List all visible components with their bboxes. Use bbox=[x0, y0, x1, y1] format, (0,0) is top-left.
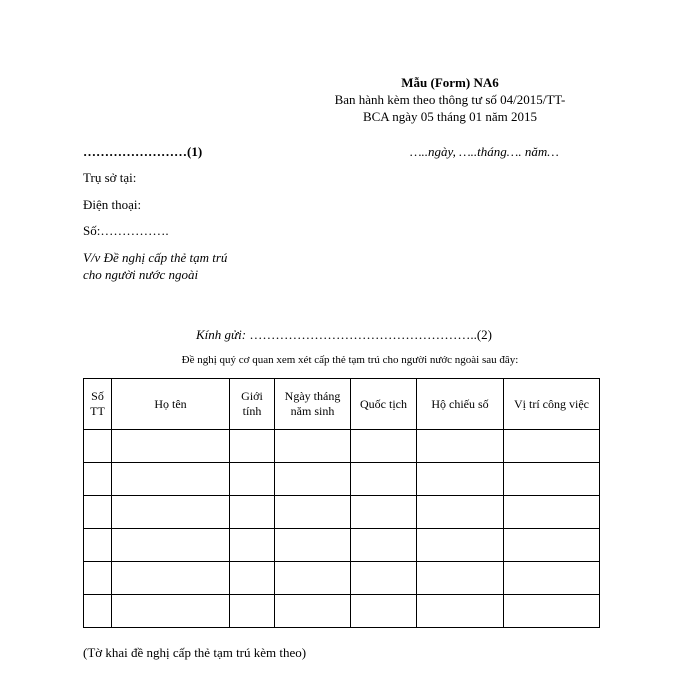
foreigner-table bbox=[83, 378, 600, 628]
subject-line-2: cho người nước ngoài bbox=[83, 267, 199, 282]
table-row bbox=[84, 529, 600, 562]
column-header bbox=[351, 379, 417, 430]
column-header bbox=[417, 379, 504, 430]
recipient-line bbox=[196, 327, 492, 343]
table-cell[interactable] bbox=[351, 595, 417, 628]
table-cell[interactable] bbox=[417, 529, 504, 562]
column-header-line: Ngày tháng bbox=[284, 389, 341, 403]
phone-label: Điện thoại: bbox=[83, 197, 142, 212]
recipient-dots: ……………………………………………..(2) bbox=[249, 327, 492, 342]
table-cell[interactable] bbox=[275, 463, 351, 496]
table-cell[interactable] bbox=[112, 595, 230, 628]
table-cell[interactable] bbox=[351, 430, 417, 463]
table-cell[interactable] bbox=[230, 529, 275, 562]
form-code: Mẫu (Form) NA6 bbox=[401, 75, 499, 90]
column-header bbox=[84, 379, 112, 430]
footer-note: (Tờ khai đề nghị cấp thẻ tạm trú kèm theo) bbox=[83, 645, 307, 660]
table-cell[interactable] bbox=[230, 430, 275, 463]
table-row bbox=[84, 595, 600, 628]
table-cell[interactable] bbox=[84, 463, 112, 496]
table-cell[interactable] bbox=[230, 595, 275, 628]
table-cell[interactable] bbox=[417, 463, 504, 496]
table-cell[interactable] bbox=[230, 562, 275, 595]
table-cell[interactable] bbox=[275, 529, 351, 562]
table-cell[interactable] bbox=[230, 463, 275, 496]
table-cell[interactable] bbox=[275, 595, 351, 628]
form-header bbox=[300, 74, 600, 125]
table-row bbox=[84, 496, 600, 529]
issued-line-1: Ban hành kèm theo thông tư số 04/2015/TT- bbox=[334, 92, 566, 107]
column-header-line: Số bbox=[91, 389, 104, 403]
issued-line-2: BCA ngày 05 tháng 01 năm 2015 bbox=[362, 109, 538, 124]
table-cell[interactable] bbox=[504, 496, 600, 529]
table-cell[interactable] bbox=[275, 430, 351, 463]
table-cell[interactable] bbox=[504, 463, 600, 496]
column-header bbox=[504, 379, 600, 430]
column-header-line: Họ tên bbox=[154, 396, 187, 411]
table-row bbox=[84, 463, 600, 496]
table-cell[interactable] bbox=[417, 496, 504, 529]
table-cell[interactable] bbox=[417, 595, 504, 628]
column-header-line: năm sinh bbox=[290, 404, 335, 418]
table-row bbox=[84, 562, 600, 595]
column-header bbox=[112, 379, 230, 430]
table-cell[interactable] bbox=[84, 529, 112, 562]
column-header-line: tính bbox=[242, 404, 262, 418]
table-cell[interactable] bbox=[84, 496, 112, 529]
organization-name: ……………………(1) bbox=[83, 144, 203, 159]
table-cell[interactable] bbox=[504, 529, 600, 562]
column-header-line: Giới bbox=[241, 389, 263, 403]
table-cell[interactable] bbox=[417, 562, 504, 595]
table-cell[interactable] bbox=[275, 562, 351, 595]
address-label: Trụ sở tại: bbox=[83, 170, 137, 185]
column-header-line: TT bbox=[90, 404, 105, 418]
number-label: Số:……………. bbox=[83, 223, 169, 238]
column-header-line: Vị trí công việc bbox=[514, 396, 589, 411]
table-cell[interactable] bbox=[351, 463, 417, 496]
table-cell[interactable] bbox=[84, 430, 112, 463]
table-cell[interactable] bbox=[504, 430, 600, 463]
table-cell[interactable] bbox=[84, 562, 112, 595]
date-line: …..ngày, …..tháng…. năm… bbox=[410, 144, 559, 159]
recipient-label: Kính gửi: bbox=[196, 327, 247, 342]
subject-line-1: V/v Đề nghị cấp thẻ tạm trú bbox=[83, 250, 228, 265]
table-cell[interactable] bbox=[112, 430, 230, 463]
column-header-line: Hộ chiếu số bbox=[431, 396, 489, 411]
table-cell[interactable] bbox=[417, 430, 504, 463]
table-cell[interactable] bbox=[112, 529, 230, 562]
table-cell[interactable] bbox=[112, 562, 230, 595]
table-header-row bbox=[84, 379, 600, 430]
column-header bbox=[275, 379, 351, 430]
table-cell[interactable] bbox=[112, 496, 230, 529]
column-header bbox=[230, 379, 275, 430]
table-cell[interactable] bbox=[504, 595, 600, 628]
table-cell[interactable] bbox=[351, 496, 417, 529]
column-header-line: Quốc tịch bbox=[360, 396, 407, 411]
table-cell[interactable] bbox=[230, 496, 275, 529]
intro-text: Đề nghị quý cơ quan xem xét cấp thẻ tạm trú cho người nước ngoài sau đây: bbox=[181, 354, 519, 366]
table-cell[interactable] bbox=[351, 529, 417, 562]
table-cell[interactable] bbox=[351, 562, 417, 595]
subject bbox=[83, 249, 227, 283]
table-cell[interactable] bbox=[84, 595, 112, 628]
table-cell[interactable] bbox=[504, 562, 600, 595]
table-cell[interactable] bbox=[112, 463, 230, 496]
table-cell[interactable] bbox=[275, 496, 351, 529]
table-row bbox=[84, 430, 600, 463]
table-body bbox=[84, 430, 600, 628]
